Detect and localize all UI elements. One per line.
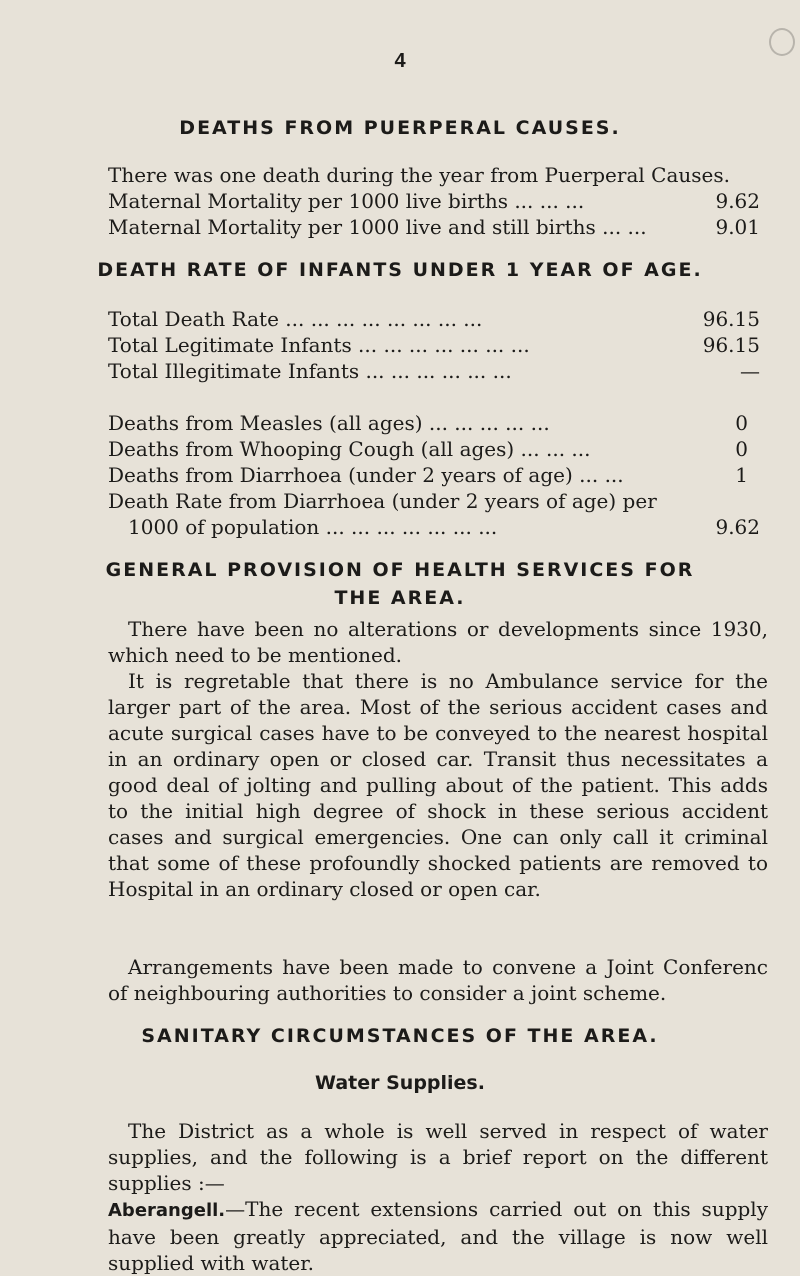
row-label: Total Illegitimate Infants ... ... ... ... ... ... bbox=[108, 359, 512, 383]
health-paragraph-2: It is regretable that there is no Ambulance service for the larger part of the area. Most of the serious accident cases and acute surgical cases have to be conveyed to the nearest hospital in an ordinary open or closed car. Transit thus necessitates a good deal of jolting and pulling about of the patient. This adds to the initial high degree of shock in these serious accident cases and surgical emergencies. One can only call it criminal that some of these profoundly shocked patients are removed to Hospital in an ordinary closed or open car. bbox=[108, 669, 768, 901]
aberangell-label: Aberangell. bbox=[108, 1200, 226, 1221]
aberangell-paragraph bbox=[108, 1196, 768, 1276]
row-value: — bbox=[740, 359, 760, 383]
heading-puerperal-causes: DEATHS FROM PUERPERAL CAUSES. bbox=[179, 117, 621, 139]
page-number: 4 bbox=[394, 50, 406, 72]
legitimate-infants-row bbox=[108, 332, 760, 358]
row-label: 1000 of population ... ... ... ... ... ... ... bbox=[128, 515, 498, 539]
row-label: Total Death Rate ... ... ... ... ... ... ... ... bbox=[108, 307, 483, 331]
heading-health-services bbox=[40, 556, 760, 612]
row-label: Total Legitimate Infants ... ... ... ... ... ... ... bbox=[108, 333, 530, 357]
row-value: 96.15 bbox=[702, 307, 760, 331]
heading-line: THE AREA. bbox=[334, 587, 466, 609]
puerperal-intro: There was one death during the year from Puerperal Causes. bbox=[108, 163, 730, 187]
row-value: 96.15 bbox=[702, 333, 760, 357]
row-label: Deaths from Measles (all ages) ... ... ... ... ... bbox=[108, 411, 550, 435]
health-paragraph-1: There have been no alterations or developments since 1930, which need to be mentioned. bbox=[108, 617, 768, 667]
heading-sanitary-circumstances: SANITARY CIRCUMSTANCES OF THE AREA. bbox=[141, 1025, 659, 1047]
row-value: 1 bbox=[735, 463, 748, 487]
row-label: Maternal Mortality per 1000 live and still births ... ... bbox=[108, 215, 647, 239]
row-label: Deaths from Diarrhoea (under 2 years of age) ... ... bbox=[108, 463, 624, 487]
aberangell-text: —The recent extensions carried out on this supply have been greatly appreciated, and the village is now well supplied with water. bbox=[108, 1197, 768, 1275]
row-label: Maternal Mortality per 1000 live births ... ... ... bbox=[108, 189, 585, 213]
whooping-cough-deaths-row bbox=[108, 436, 748, 462]
water-supplies-paragraph: The District as a whole is well served in respect of water supplies, and the following is a brief report on the different supplies :— bbox=[108, 1119, 768, 1195]
health-paragraph-3: Arrangements have been made to convene a Joint Conferenc of neighbouring authorities to consider a joint scheme. bbox=[108, 955, 768, 1005]
maternal-mortality-live-row bbox=[108, 188, 760, 214]
row-value: 9.01 bbox=[715, 215, 760, 239]
diarrhoea-rate-row bbox=[128, 514, 760, 540]
diarrhoea-deaths-row bbox=[108, 462, 748, 488]
heading-line: GENERAL PROVISION OF HEALTH SERVICES FOR bbox=[105, 559, 695, 581]
row-value: 9.62 bbox=[715, 189, 760, 213]
measles-deaths-row bbox=[108, 410, 748, 436]
row-value: 9.62 bbox=[715, 515, 760, 539]
row-value: 0 bbox=[735, 411, 748, 435]
row-label: Deaths from Whooping Cough (all ages) ... ... ... bbox=[108, 437, 591, 461]
total-death-rate-row bbox=[108, 306, 760, 332]
row-value: 0 bbox=[735, 437, 748, 461]
maternal-mortality-live-still-row bbox=[108, 214, 760, 240]
diarrhoea-rate-line: Death Rate from Diarrhoea (under 2 years of age) per bbox=[108, 489, 657, 513]
illegitimate-infants-row bbox=[108, 358, 760, 384]
heading-infant-death-rate: DEATH RATE OF INFANTS UNDER 1 YEAR OF AGE. bbox=[97, 259, 703, 281]
subheading-water-supplies: Water Supplies. bbox=[315, 1072, 485, 1094]
